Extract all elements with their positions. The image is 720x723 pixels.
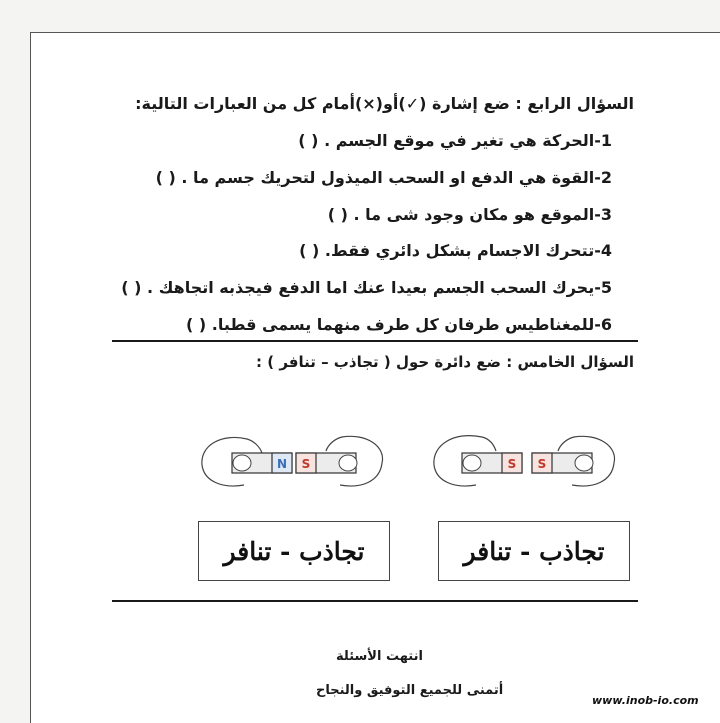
q4-item-6: 6-للمغناطيس طرفان كل طرف منهما يسمى قطبا. ( )	[186, 315, 612, 334]
magnets-repel-illustration	[424, 425, 624, 495]
pole-label-n: N	[276, 457, 288, 471]
pole-label-s: S	[301, 457, 311, 471]
divider-footer	[112, 600, 638, 602]
q4-item-1: 1-الحركة هي تغير في موقع الجسم . ( )	[298, 131, 612, 150]
watermark: www.inob-io.com	[592, 694, 699, 707]
footer-end: انتهت الأسئلة	[336, 649, 423, 664]
answer-box-left[interactable]	[198, 521, 390, 581]
q4-title: السؤال الرابع : ضع إشارة (✓)أو(×)أمام كل من العبارات التالية:	[135, 94, 634, 113]
pole-label-s-left: S	[507, 457, 517, 471]
q5-title: السؤال الخامس : ضع دائرة حول ( تجاذب – تنافر ) :	[256, 353, 634, 371]
q4-item-5: 5-يحرك السحب الجسم بعيدا عنك اما الدفع فيجذبه اتجاهك . ( )	[121, 278, 612, 297]
divider-q4-q5	[112, 340, 638, 342]
footer-wish: أتمنى للجميع التوفيق والنجاح	[316, 683, 504, 698]
answer-box-right[interactable]	[438, 521, 630, 581]
q4-item-3: 3-الموقع هو مكان وجود شى ما . ( )	[327, 205, 612, 224]
q4-item-4: 4-تتحرك الاجسام بشكل دائري فقط. ( )	[299, 241, 612, 260]
answer-box-right-text: تجاذب - تنافر	[463, 536, 605, 566]
answer-box-left-text: تجاذب - تنافر	[223, 536, 365, 566]
magnets-attract-illustration	[192, 425, 392, 495]
pole-label-s-right: S	[537, 457, 547, 471]
q4-item-2: 2-القوة هي الدفع او السحب الميذول لتحريك جسم ما . ( )	[155, 168, 612, 187]
